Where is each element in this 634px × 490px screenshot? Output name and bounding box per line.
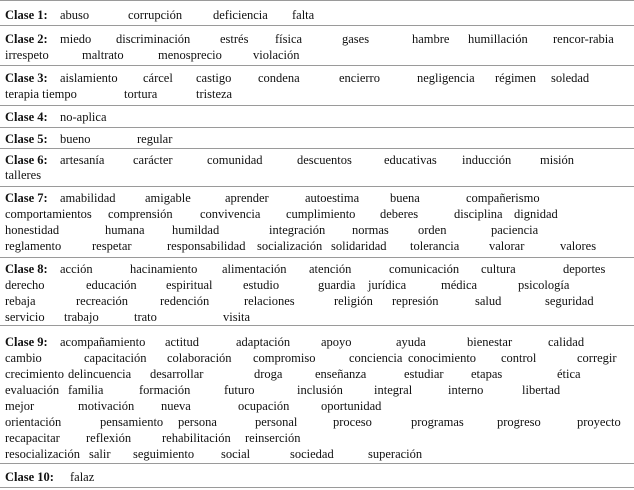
term: proceso [333, 415, 372, 429]
term: espiritual [166, 278, 213, 292]
class-line [0, 86, 634, 102]
term: reinserción [245, 431, 301, 445]
term: maltrato [82, 48, 124, 62]
term: humana [105, 223, 145, 237]
term: deportes [563, 262, 606, 276]
term: hacinamiento [130, 262, 198, 276]
term: redención [160, 294, 210, 308]
term: oportunidad [321, 399, 382, 413]
class-label: Clase 6: [5, 153, 48, 167]
term: aprender [225, 191, 269, 205]
class-label: Clase 3: [5, 71, 48, 85]
class-line [0, 334, 634, 350]
term: educativas [384, 153, 437, 167]
class-line [0, 309, 634, 325]
term: trabajo [64, 310, 99, 324]
term: rencor-rabia [553, 32, 614, 46]
term: interno [448, 383, 484, 397]
term: cambio [5, 351, 42, 365]
class-row [0, 148, 634, 186]
term: castigo [196, 71, 232, 85]
term: no-aplica [60, 110, 107, 124]
term: médica [441, 278, 478, 292]
term: relaciones [244, 294, 295, 308]
term: calidad [548, 335, 585, 349]
term: rehabilitación [162, 431, 231, 445]
term: adaptación [236, 335, 291, 349]
term: comportamientos [5, 207, 92, 221]
class-line [0, 430, 634, 446]
term: carácter [133, 153, 173, 167]
term: compañerismo [466, 191, 540, 205]
term: respetar [92, 239, 132, 253]
term: acompañamiento [60, 335, 146, 349]
term: recreación [76, 294, 129, 308]
term: buena [390, 191, 420, 205]
term: salir [89, 447, 111, 461]
term: humillación [468, 32, 528, 46]
class-row [0, 257, 634, 325]
class-line [0, 238, 634, 254]
term: valorar [489, 239, 525, 253]
term: cárcel [143, 71, 173, 85]
term: jurídica [368, 278, 407, 292]
class-label: Clase 5: [5, 132, 48, 146]
term: compromiso [253, 351, 316, 365]
term: derecho [5, 278, 45, 292]
class-row [0, 105, 634, 127]
class-line [0, 277, 634, 293]
term: inducción [462, 153, 512, 167]
term: discriminación [116, 32, 191, 46]
term: atención [309, 262, 352, 276]
term: talleres [5, 168, 42, 182]
class-line [0, 382, 634, 398]
class-line [0, 109, 634, 125]
class-line [0, 31, 634, 47]
term: ayuda [396, 335, 426, 349]
term: reflexión [86, 431, 132, 445]
class-label: Clase 1: [5, 8, 48, 22]
class-line [0, 47, 634, 63]
class-row [0, 127, 634, 148]
term: falaz [70, 470, 95, 484]
term: reglamento [5, 239, 62, 253]
class-line [0, 131, 634, 147]
term: paciencia [491, 223, 539, 237]
term: guardia [318, 278, 356, 292]
term: convivencia [200, 207, 261, 221]
term: seguridad [545, 294, 594, 308]
term: soledad [551, 71, 590, 85]
term: tortura [124, 87, 158, 101]
term: rebaja [5, 294, 36, 308]
term: deficiencia [213, 8, 268, 22]
term: descuentos [297, 153, 352, 167]
term: represión [392, 294, 439, 308]
term: bueno [60, 132, 91, 146]
class-line [0, 167, 634, 183]
term: servicio [5, 310, 45, 324]
class-line [0, 469, 634, 485]
term: seguimiento [133, 447, 195, 461]
class-row [0, 25, 634, 65]
term: comunicación [389, 262, 460, 276]
class-row [0, 0, 634, 25]
term: disciplina [454, 207, 503, 221]
term: integral [374, 383, 413, 397]
term: futuro [224, 383, 255, 397]
term: amigable [145, 191, 191, 205]
class-label: Clase 2: [5, 32, 48, 46]
class-line [0, 222, 634, 238]
term: social [221, 447, 251, 461]
term: negligencia [417, 71, 475, 85]
term: bienestar [467, 335, 513, 349]
term: condena [258, 71, 300, 85]
term: conocimiento [408, 351, 477, 365]
term: encierro [339, 71, 380, 85]
class-line [0, 446, 634, 462]
term: cumplimiento [286, 207, 356, 221]
term: familia [68, 383, 104, 397]
term: integración [269, 223, 326, 237]
term: colaboración [167, 351, 232, 365]
term: aislamiento [60, 71, 118, 85]
term: dignidad [514, 207, 558, 221]
term: normas [352, 223, 389, 237]
term: droga [254, 367, 283, 381]
term: educación [86, 278, 137, 292]
class-label: Clase 7: [5, 191, 48, 205]
class-line [0, 206, 634, 222]
term: deberes [380, 207, 419, 221]
term: estudio [243, 278, 280, 292]
class-label: Clase 9: [5, 335, 48, 349]
term: abuso [60, 8, 90, 22]
term: falta [292, 8, 315, 22]
class-line [0, 70, 634, 86]
term: desarrollar [150, 367, 204, 381]
term: superación [368, 447, 423, 461]
term: comunidad [207, 153, 263, 167]
class-line [0, 152, 634, 168]
term: cultura [481, 262, 516, 276]
class-label: Clase 10: [5, 470, 54, 484]
term: evaluación [5, 383, 60, 397]
term: acción [60, 262, 93, 276]
term: inclusión [297, 383, 343, 397]
term: miedo [60, 32, 92, 46]
term: tolerancia [410, 239, 460, 253]
class-line [0, 261, 634, 277]
term: autoestima [305, 191, 360, 205]
term: menosprecio [158, 48, 222, 62]
term: terapia tiempo [5, 87, 77, 101]
term: personal [255, 415, 298, 429]
class-row [0, 325, 634, 463]
term: regular [137, 132, 173, 146]
term: estrés [220, 32, 249, 46]
term: ocupación [238, 399, 290, 413]
term: comprensión [108, 207, 173, 221]
term: artesanía [60, 153, 105, 167]
term: amabilidad [60, 191, 116, 205]
term: etapas [471, 367, 503, 381]
term: humildad [172, 223, 220, 237]
term: orden [418, 223, 447, 237]
term: control [501, 351, 537, 365]
term: motivación [78, 399, 135, 413]
term: corregir [577, 351, 617, 365]
term: física [275, 32, 303, 46]
term: nueva [161, 399, 191, 413]
term: crecimiento [5, 367, 64, 381]
class-line [0, 414, 634, 430]
class-line [0, 350, 634, 366]
class-line [0, 398, 634, 414]
class-line [0, 190, 634, 206]
class-label: Clase 4: [5, 110, 48, 124]
term: orientación [5, 415, 62, 429]
term: hambre [412, 32, 450, 46]
term: honestidad [5, 223, 60, 237]
term: régimen [495, 71, 536, 85]
term: religión [334, 294, 373, 308]
term: misión [540, 153, 575, 167]
term: salud [475, 294, 502, 308]
term: mejor [5, 399, 35, 413]
term: actitud [165, 335, 200, 349]
term: capacitación [84, 351, 147, 365]
term: ética [557, 367, 581, 381]
term: persona [178, 415, 217, 429]
term: libertad [522, 383, 561, 397]
term: corrupción [128, 8, 183, 22]
term: programas [411, 415, 464, 429]
class-row [0, 463, 634, 488]
class-line [0, 7, 634, 23]
term: alimentación [222, 262, 287, 276]
class-row [0, 65, 634, 105]
term: sociedad [290, 447, 334, 461]
term: proyecto [577, 415, 621, 429]
term: irrespeto [5, 48, 49, 62]
term: tristeza [196, 87, 233, 101]
term: psicología [518, 278, 570, 292]
term: violación [253, 48, 300, 62]
class-line [0, 366, 634, 382]
term: gases [342, 32, 370, 46]
term: delincuencia [68, 367, 132, 381]
term: apoyo [321, 335, 352, 349]
term: visita [223, 310, 251, 324]
term: socialización [257, 239, 323, 253]
term: recapacitar [5, 431, 60, 445]
term: conciencia [349, 351, 403, 365]
term: enseñanza [315, 367, 367, 381]
term: responsabilidad [167, 239, 246, 253]
term: estudiar [404, 367, 444, 381]
class-line [0, 293, 634, 309]
term: resocialización [5, 447, 80, 461]
class-row [0, 186, 634, 257]
class-label: Clase 8: [5, 262, 48, 276]
term: pensamiento [100, 415, 164, 429]
term: progreso [497, 415, 541, 429]
term: formación [139, 383, 191, 397]
term: solidaridad [331, 239, 387, 253]
term: valores [560, 239, 597, 253]
term: trato [134, 310, 157, 324]
